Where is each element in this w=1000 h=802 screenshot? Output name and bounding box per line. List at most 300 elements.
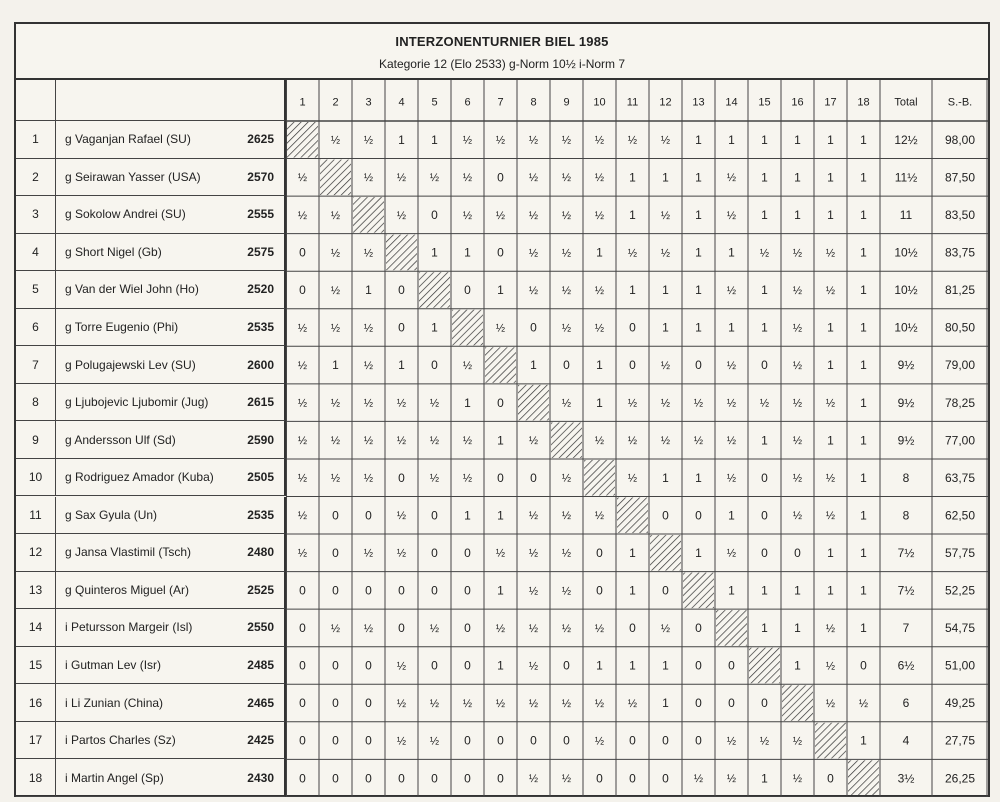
result-cell: ½ xyxy=(396,697,407,710)
player-row xyxy=(56,684,286,722)
result-cell: 1 xyxy=(629,170,636,185)
diagonal-hatch-cell xyxy=(617,498,648,534)
player-row xyxy=(56,722,286,760)
result-cell: 1 xyxy=(695,208,702,223)
player-name: g Andersson Ulf (Sd) xyxy=(65,432,176,447)
result-cell: 0 xyxy=(695,733,702,748)
result-cell: ½ xyxy=(528,697,539,710)
column-header: 17 xyxy=(824,96,837,109)
result-cell: 1 xyxy=(860,208,867,223)
result-cell: 0 xyxy=(662,771,669,786)
diagonal-hatch-cell xyxy=(419,272,450,308)
result-cell: 1 xyxy=(662,320,669,335)
result-cell: 1 xyxy=(827,132,834,147)
result-cell: ½ xyxy=(627,472,638,485)
result-cell: ½ xyxy=(561,547,572,560)
result-cell: 0 xyxy=(563,658,570,673)
number-header-blank xyxy=(16,80,56,121)
result-cell: 1 xyxy=(431,132,438,147)
result-cell: ½ xyxy=(825,622,836,635)
result-cell: 0 xyxy=(431,358,438,373)
result-cell: ½ xyxy=(495,134,506,147)
player-name: i Gutman Lev (Isr) xyxy=(65,657,162,672)
result-cell: 0 xyxy=(299,771,306,786)
player-elo: 2570 xyxy=(247,169,274,184)
result-cell: 1 xyxy=(629,658,636,673)
player-elo: 2615 xyxy=(247,395,274,410)
result-cell: 0 xyxy=(596,771,603,786)
sb-score: 26,25 xyxy=(944,771,976,786)
diagonal-hatch-cell xyxy=(848,760,879,796)
player-name: g Polugajewski Lev (SU) xyxy=(65,357,196,372)
result-cell: 0 xyxy=(431,771,438,786)
result-cell: ½ xyxy=(330,247,341,260)
sb-score: 54,75 xyxy=(944,621,976,636)
result-cell: 1 xyxy=(464,395,471,410)
result-cell: ½ xyxy=(792,735,803,748)
results-grid xyxy=(286,80,988,797)
result-cell: ½ xyxy=(660,622,671,635)
result-cell: ½ xyxy=(594,735,605,748)
result-cell: 0 xyxy=(299,245,306,260)
result-cell: ½ xyxy=(495,209,506,222)
result-cell: ½ xyxy=(594,284,605,297)
result-cell: ½ xyxy=(792,359,803,372)
result-cell: ½ xyxy=(528,172,539,185)
total-score: 8 xyxy=(902,508,910,523)
result-cell: 1 xyxy=(860,245,867,260)
result-cell: 0 xyxy=(596,583,603,598)
result-cell: ½ xyxy=(726,397,737,410)
result-cell: 1 xyxy=(761,771,768,786)
player-number: 3 xyxy=(16,196,56,234)
player-number: 11 xyxy=(16,497,56,535)
column-header: 3 xyxy=(365,96,372,109)
result-cell: ½ xyxy=(363,322,374,335)
sb-score: 62,50 xyxy=(944,508,976,523)
player-number: 17 xyxy=(16,722,56,760)
player-elo: 2485 xyxy=(247,657,274,672)
result-cell: ½ xyxy=(792,284,803,297)
diagonal-hatch-cell xyxy=(518,385,549,421)
column-header: 10 xyxy=(593,96,606,109)
player-row xyxy=(56,534,286,572)
result-cell: 1 xyxy=(827,545,834,560)
result-cell: 1 xyxy=(860,283,867,298)
player-row xyxy=(56,609,286,647)
player-elo: 2625 xyxy=(247,132,274,147)
diagonal-hatch-cell xyxy=(452,310,483,346)
total-score: 6 xyxy=(902,696,910,711)
result-cell: 0 xyxy=(695,696,702,711)
result-cell: 1 xyxy=(860,508,867,523)
result-cell: 0 xyxy=(299,583,306,598)
result-cell: ½ xyxy=(396,510,407,523)
result-cell: 0 xyxy=(629,733,636,748)
column-header: 6 xyxy=(464,96,471,109)
result-cell: ½ xyxy=(363,172,374,185)
result-cell: 1 xyxy=(398,358,405,373)
total-score: 3½ xyxy=(897,771,915,786)
result-cell: 0 xyxy=(761,508,768,523)
diagonal-hatch-cell xyxy=(287,122,318,158)
result-cell: 0 xyxy=(530,470,537,485)
result-cell: ½ xyxy=(429,435,440,448)
sb-score: 63,75 xyxy=(944,470,976,485)
diagonal-hatch-cell xyxy=(320,160,351,196)
result-cell: ½ xyxy=(726,435,737,448)
sb-score: 80,50 xyxy=(944,320,976,335)
player-row xyxy=(56,196,286,234)
player-name: i Martin Angel (Sp) xyxy=(65,770,164,785)
result-cell: 1 xyxy=(332,358,339,373)
result-cell: ½ xyxy=(396,172,407,185)
result-cell: ½ xyxy=(792,397,803,410)
result-cell: 0 xyxy=(431,583,438,598)
result-cell: ½ xyxy=(396,397,407,410)
diagonal-hatch-cell xyxy=(551,422,582,458)
table-subtitle: Kategorie 12 (Elo 2533) g-Norm 10½ i-Norm 7 xyxy=(378,57,626,71)
result-cell: ½ xyxy=(627,134,638,147)
result-cell: 0 xyxy=(299,621,306,636)
result-cell: 0 xyxy=(332,696,339,711)
result-cell: 1 xyxy=(761,320,768,335)
result-cell: 0 xyxy=(365,771,372,786)
player-row xyxy=(56,159,286,197)
player-list xyxy=(16,80,286,797)
player-number: 14 xyxy=(16,609,56,647)
sb-score: 77,00 xyxy=(944,433,976,448)
result-cell: 0 xyxy=(464,733,471,748)
result-cell: 0 xyxy=(299,658,306,673)
total-score: 9½ xyxy=(897,395,915,410)
result-cell: 1 xyxy=(794,208,801,223)
result-cell: 0 xyxy=(827,771,834,786)
column-header: 1 xyxy=(299,96,306,109)
result-cell: ½ xyxy=(462,134,473,147)
result-cell: 1 xyxy=(695,545,702,560)
total-score: 7½ xyxy=(897,545,915,560)
result-cell: 1 xyxy=(629,283,636,298)
result-cell: 0 xyxy=(629,358,636,373)
result-cell: ½ xyxy=(396,735,407,748)
total-score: 6½ xyxy=(897,658,915,673)
player-elo: 2535 xyxy=(247,320,274,335)
result-cell: ½ xyxy=(330,472,341,485)
result-cell: ½ xyxy=(330,622,341,635)
sb-score: 49,25 xyxy=(944,696,976,711)
result-cell: ½ xyxy=(726,773,737,786)
sb-score: 78,25 xyxy=(944,395,976,410)
result-cell: 0 xyxy=(332,658,339,673)
result-cell: 1 xyxy=(794,583,801,598)
result-cell: 0 xyxy=(761,545,768,560)
player-row xyxy=(56,384,286,422)
result-cell: ½ xyxy=(528,247,539,260)
result-cell: ½ xyxy=(495,697,506,710)
result-cell: 0 xyxy=(299,733,306,748)
result-cell: 0 xyxy=(497,245,504,260)
result-cell: 0 xyxy=(332,771,339,786)
result-cell: ½ xyxy=(792,247,803,260)
player-name: i Li Zunian (China) xyxy=(65,695,164,710)
result-cell: 1 xyxy=(497,433,504,448)
result-cell: ½ xyxy=(660,397,671,410)
column-header: 12 xyxy=(659,96,672,109)
result-cell: ½ xyxy=(297,472,308,485)
result-cell: ½ xyxy=(594,172,605,185)
result-cell: 1 xyxy=(464,245,471,260)
result-cell: 0 xyxy=(530,733,537,748)
player-number: 18 xyxy=(16,759,56,797)
result-cell: 1 xyxy=(662,658,669,673)
player-elo: 2555 xyxy=(247,207,274,222)
player-row xyxy=(56,572,286,610)
diagonal-hatch-cell xyxy=(749,648,780,684)
result-cell: 0 xyxy=(761,470,768,485)
result-cell: 1 xyxy=(497,508,504,523)
result-cell: 1 xyxy=(596,245,603,260)
result-cell: ½ xyxy=(594,435,605,448)
result-cell: ½ xyxy=(561,322,572,335)
name-header-blank xyxy=(56,80,286,121)
column-header: 7 xyxy=(497,96,504,109)
total-score: 7½ xyxy=(897,583,915,598)
result-cell: ½ xyxy=(825,397,836,410)
result-cell: ½ xyxy=(528,510,539,523)
result-cell: 1 xyxy=(431,320,438,335)
result-cell: ½ xyxy=(693,397,704,410)
result-cell: ½ xyxy=(792,510,803,523)
result-cell: ½ xyxy=(594,209,605,222)
result-cell: 1 xyxy=(860,583,867,598)
result-cell: ½ xyxy=(528,622,539,635)
result-cell: ½ xyxy=(297,172,308,185)
result-cell: 0 xyxy=(365,658,372,673)
result-cell: 1 xyxy=(794,170,801,185)
result-cell: 1 xyxy=(794,621,801,636)
result-cell: 0 xyxy=(299,696,306,711)
player-elo: 2505 xyxy=(247,470,274,485)
result-cell: 1 xyxy=(761,170,768,185)
result-cell: ½ xyxy=(462,697,473,710)
result-cell: ½ xyxy=(561,134,572,147)
result-cell: 0 xyxy=(497,395,504,410)
player-elo: 2520 xyxy=(247,282,274,297)
result-cell: ½ xyxy=(825,660,836,673)
result-cell: 0 xyxy=(728,658,735,673)
result-cell: ½ xyxy=(396,547,407,560)
result-cell: ½ xyxy=(627,697,638,710)
result-cell: 0 xyxy=(332,583,339,598)
result-cell: 1 xyxy=(860,358,867,373)
result-cell: ½ xyxy=(429,735,440,748)
result-cell: ½ xyxy=(825,697,836,710)
result-cell: 0 xyxy=(695,358,702,373)
result-cell: 0 xyxy=(431,208,438,223)
column-header: 8 xyxy=(530,96,537,109)
result-cell: ½ xyxy=(660,247,671,260)
result-cell: 0 xyxy=(398,771,405,786)
result-cell: 0 xyxy=(629,621,636,636)
total-score: 9½ xyxy=(897,358,915,373)
sb-score: 52,25 xyxy=(944,583,976,598)
result-cell: 1 xyxy=(860,545,867,560)
total-score: 7 xyxy=(902,621,910,636)
result-cell: 0 xyxy=(761,696,768,711)
result-cell: 0 xyxy=(332,733,339,748)
player-number: 10 xyxy=(16,459,56,497)
player-number: 8 xyxy=(16,384,56,422)
result-cell: ½ xyxy=(528,134,539,147)
result-cell: ½ xyxy=(429,397,440,410)
player-elo: 2600 xyxy=(247,357,274,372)
sb-score: 98,00 xyxy=(944,132,976,147)
result-cell: 1 xyxy=(728,320,735,335)
result-cell: 0 xyxy=(695,658,702,673)
result-cell: ½ xyxy=(561,397,572,410)
result-cell: ½ xyxy=(330,435,341,448)
result-cell: ½ xyxy=(495,622,506,635)
player-elo: 2465 xyxy=(247,695,274,710)
column-header: 16 xyxy=(791,96,804,109)
column-header: 18 xyxy=(857,96,870,109)
result-cell: 0 xyxy=(497,470,504,485)
result-cell: ½ xyxy=(396,660,407,673)
result-cell: 1 xyxy=(497,658,504,673)
player-name: g Quinteros Miguel (Ar) xyxy=(65,582,190,597)
player-name: g Vaganjan Rafael (SU) xyxy=(65,132,191,147)
result-cell: 1 xyxy=(431,245,438,260)
sb-score: 83,75 xyxy=(944,245,976,260)
result-cell: 1 xyxy=(761,433,768,448)
result-cell: 0 xyxy=(365,696,372,711)
result-cell: ½ xyxy=(660,134,671,147)
result-cell: ½ xyxy=(561,247,572,260)
diagonal-hatch-cell xyxy=(683,573,714,609)
player-elo: 2525 xyxy=(247,582,274,597)
result-cell: ½ xyxy=(396,209,407,222)
result-cell: 0 xyxy=(398,470,405,485)
result-cell: ½ xyxy=(792,435,803,448)
result-cell: ½ xyxy=(660,435,671,448)
result-cell: ½ xyxy=(528,284,539,297)
result-cell: ½ xyxy=(792,773,803,786)
result-cell: ½ xyxy=(561,472,572,485)
player-row xyxy=(56,271,286,309)
result-cell: 0 xyxy=(563,358,570,373)
player-row xyxy=(56,121,286,159)
result-cell: 1 xyxy=(695,170,702,185)
result-cell: ½ xyxy=(528,435,539,448)
result-cell: ½ xyxy=(429,622,440,635)
result-cell: ½ xyxy=(528,547,539,560)
player-row xyxy=(56,459,286,497)
result-cell: 0 xyxy=(464,283,471,298)
result-cell: 0 xyxy=(398,283,405,298)
result-cell: ½ xyxy=(561,172,572,185)
result-cell: ½ xyxy=(462,435,473,448)
result-cell: 0 xyxy=(431,508,438,523)
player-name: i Petursson Margeir (Isl) xyxy=(65,620,193,635)
result-cell: ½ xyxy=(330,284,341,297)
result-cell: ½ xyxy=(726,359,737,372)
player-number: 5 xyxy=(16,271,56,309)
result-cell: 1 xyxy=(761,283,768,298)
result-cell: 1 xyxy=(728,245,735,260)
result-cell: 0 xyxy=(365,583,372,598)
diagonal-hatch-cell xyxy=(650,535,681,571)
result-cell: ½ xyxy=(726,547,737,560)
table-title: INTERZONENTURNIER BIEL 1985 xyxy=(395,34,609,49)
result-cell: ½ xyxy=(825,284,836,297)
player-row xyxy=(56,497,286,535)
player-elo: 2480 xyxy=(247,545,274,560)
player-elo: 2590 xyxy=(247,432,274,447)
player-name: g Rodriguez Amador (Kuba) xyxy=(65,470,214,485)
result-cell: ½ xyxy=(759,735,770,748)
player-name: g Ljubojevic Ljubomir (Jug) xyxy=(65,395,209,410)
result-cell: ½ xyxy=(363,472,374,485)
sb-score: 87,50 xyxy=(944,170,976,185)
result-cell: ½ xyxy=(363,134,374,147)
result-cell: 0 xyxy=(398,583,405,598)
result-cell: ½ xyxy=(363,435,374,448)
result-cell: 0 xyxy=(332,545,339,560)
player-row xyxy=(56,759,286,797)
result-cell: 0 xyxy=(497,170,504,185)
result-cell: 0 xyxy=(431,658,438,673)
result-cell: ½ xyxy=(297,359,308,372)
result-cell: 0 xyxy=(365,733,372,748)
result-cell: ½ xyxy=(825,472,836,485)
result-cell: 0 xyxy=(464,583,471,598)
result-cell: 1 xyxy=(662,170,669,185)
sb-score: 81,25 xyxy=(944,283,976,298)
result-cell: ½ xyxy=(627,247,638,260)
result-cell: 0 xyxy=(299,283,306,298)
result-cell: ½ xyxy=(660,209,671,222)
result-cell: 0 xyxy=(497,771,504,786)
result-cell: ½ xyxy=(297,510,308,523)
player-number: 1 xyxy=(16,121,56,159)
result-cell: ½ xyxy=(462,209,473,222)
result-cell: 0 xyxy=(629,771,636,786)
result-cell: 0 xyxy=(365,508,372,523)
player-name: i Partos Charles (Sz) xyxy=(65,733,176,748)
result-cell: 1 xyxy=(398,132,405,147)
result-cell: ½ xyxy=(726,472,737,485)
result-cell: 0 xyxy=(662,583,669,598)
result-cell: 1 xyxy=(728,132,735,147)
result-cell: ½ xyxy=(561,697,572,710)
result-cell: ½ xyxy=(561,622,572,635)
result-cell: ½ xyxy=(528,209,539,222)
result-cell: 1 xyxy=(695,320,702,335)
result-cell: 1 xyxy=(596,395,603,410)
diagonal-hatch-cell xyxy=(485,347,516,383)
result-cell: ½ xyxy=(792,322,803,335)
result-cell: 0 xyxy=(464,545,471,560)
result-cell: 1 xyxy=(860,320,867,335)
diagonal-hatch-cell xyxy=(815,723,846,759)
player-number: 2 xyxy=(16,159,56,197)
result-cell: 1 xyxy=(596,658,603,673)
player-number: 4 xyxy=(16,234,56,272)
result-cell: ½ xyxy=(297,435,308,448)
column-header: 2 xyxy=(332,96,339,109)
result-cell: 1 xyxy=(860,470,867,485)
